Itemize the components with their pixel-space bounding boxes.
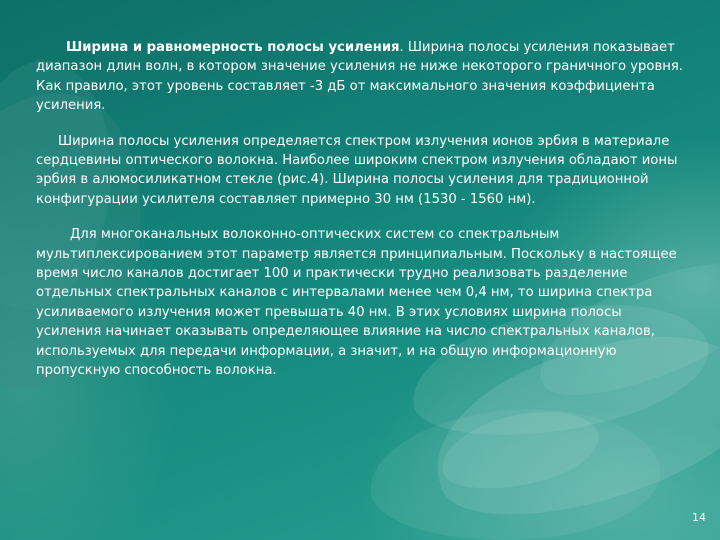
page-number: 14	[692, 511, 706, 524]
paragraph-3	[36, 225, 686, 380]
paragraph-1	[36, 38, 686, 116]
paragraph-3-text: Для многоканальных волоконно-оптических систем со спектральным мультиплексированием этот параметр является принципиальным. Поскольку в настоящее время число каналов достигает 100 и практически трудно реализовать разделение отдельных спектральных каналов с интервалами менее чем 0,4 нм, то ширина спектра усиливаемого излучения может превышать 40 нм. В этих условиях ширина полосы усиления начинает оказывать определяющее влияние на число спектральных каналов, используемых для передачи информации, а значит, и на общую информационную пропускную способность волокна.	[36, 227, 677, 379]
paragraph-1-text: . Ширина полосы усиления показывает диапазон длин волн, в котором значение усиления не ниже некоторого граничного уровня. Как правило, этот уровень составляет -3 дБ от максимального значения коэффициента усиления.	[36, 40, 683, 114]
decorative-shape-right-5	[366, 400, 664, 540]
decorative-shape-right-4	[434, 399, 605, 501]
paragraph-1-lead: Ширина и равномерность полосы усиления	[66, 40, 400, 55]
paragraph-2	[36, 132, 686, 210]
paragraph-2-text: Ширина полосы усиления определяется спектром излучения ионов эрбия в материале сердцевины оптического волокна. Наиболее широким спектром излучения обладают ионы эрбия в алюмосиликатном стекле (рис.4). Ширина полосы усиления для традиционной конфигурации усилителя составляет примерно 30 нм (1530 - 1560 нм).	[36, 133, 678, 207]
